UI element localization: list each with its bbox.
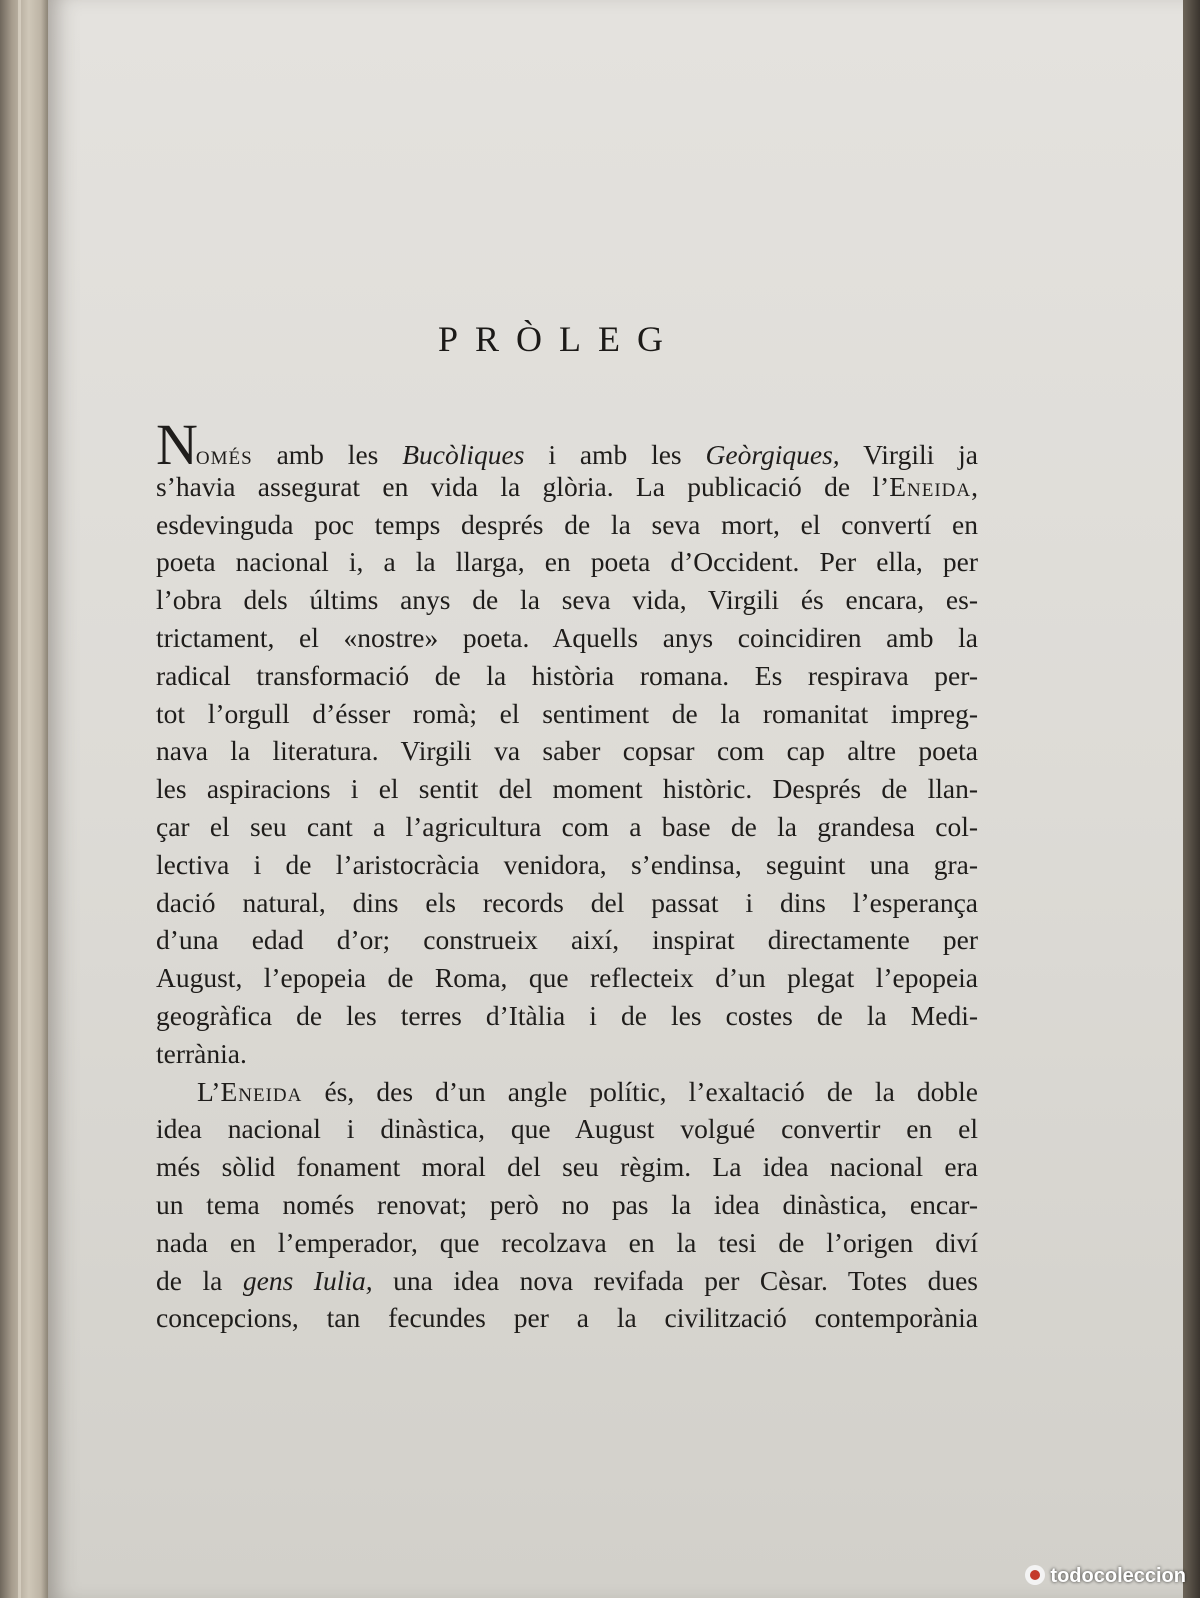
text-run: omés [195, 439, 253, 470]
text-line [156, 770, 978, 808]
book-spine-edge [0, 0, 48, 1598]
text-line [156, 506, 978, 544]
text-line [156, 1148, 978, 1186]
text-line [156, 1186, 978, 1224]
text-run: L’ [197, 1075, 221, 1107]
text-run: és, des d’un angle polític, l’exaltació de la doble [302, 1075, 978, 1107]
text-run: nada en l’emperador, que recolzava en la tesi de l’origen diví [156, 1226, 978, 1258]
text-run: una idea nova revifada per Cèsar. Totes dues [372, 1264, 978, 1296]
todocoleccion-logo-icon [1025, 1565, 1045, 1585]
page-title: PRÒLEG [438, 319, 681, 359]
watermark-text: todocoleccion [1050, 1565, 1186, 1587]
text-line [156, 1299, 978, 1337]
paragraph-1 [156, 412, 978, 1073]
text-run: d’una edad d’or; construeix així, inspirat directamente per [156, 924, 978, 956]
text-run: lectiva i de l’aristocràcia venidora, s’endinsa, seguint una gra- [156, 848, 978, 880]
text-line [156, 997, 978, 1035]
text-run: August, l’epopeia de Roma, que reflecteix d’un plegat l’epopeia [156, 962, 978, 994]
text-run: , [971, 470, 978, 502]
text-run: gens Iulia, [242, 1264, 373, 1296]
text-line [156, 543, 978, 581]
text-run: geogràfica de les terres d’Itàlia i de les costes de la Medi- [156, 999, 978, 1031]
text-run: trictament, el «nostre» poeta. Aquells anys coincidiren amb la [156, 621, 978, 653]
text-line [156, 808, 978, 846]
text-line [156, 1224, 978, 1262]
text-run: amb les [252, 439, 403, 470]
watermark [1025, 1565, 1186, 1588]
text-run: un tema només renovat; però no pas la idea dinàstica, encar- [156, 1188, 978, 1220]
text-line [156, 1073, 978, 1111]
text-line [156, 921, 978, 959]
text-line [156, 412, 978, 477]
text-run: Eneida [889, 470, 972, 502]
text-run: Eneida [220, 1075, 303, 1107]
text-run: Bucòliques [402, 439, 525, 470]
text-run: terrània. [156, 1037, 247, 1069]
text-line [156, 1110, 978, 1148]
text-run: Geòrgiques, [705, 439, 840, 470]
text-run: i amb les [524, 439, 706, 470]
text-run: esdevinguda poc temps després de la seva mort, el convertí en [156, 508, 978, 540]
body-text [156, 412, 978, 1337]
text-run: poeta nacional i, a la llarga, en poeta d’Occident. Per ella, per [156, 546, 978, 578]
text-run: de la [156, 1264, 243, 1296]
text-line [156, 732, 978, 770]
text-run: les aspiracions i el sentit del moment històric. Després de llan- [156, 773, 978, 805]
text-line [156, 695, 978, 733]
text-run: tot l’orgull d’ésser romà; el sentiment de la romanitat impreg- [156, 697, 978, 729]
text-run: s’havia assegurat en vida la glòria. La publicació de l’ [156, 470, 890, 502]
text-line [156, 884, 978, 922]
text-line [156, 581, 978, 619]
text-line [156, 846, 978, 884]
drop-cap: N [156, 412, 196, 477]
text-line [156, 619, 978, 657]
text-run: concepcions, tan fecundes per a la civilització contemporània [156, 1302, 978, 1334]
text-run: nava la literatura. Virgili va saber copsar com cap altre poeta [156, 735, 978, 767]
text-line [156, 959, 978, 997]
text-run: idea nacional i dinàstica, que August volgué convertir en el [156, 1113, 978, 1145]
paragraph-2 [156, 1073, 978, 1338]
text-line [156, 468, 978, 506]
text-line [156, 1262, 978, 1300]
text-line [156, 657, 978, 695]
text-run: més sòlid fonament moral del seu règim. La idea nacional era [156, 1151, 978, 1183]
text-run: Virgili ja [839, 439, 978, 470]
text-run: çar el seu cant a l’agricultura com a base de la grandesa col- [156, 810, 978, 842]
text-run: radical transformació de la història romana. Es respirava per- [156, 659, 978, 691]
page-right-edge [1183, 0, 1200, 1598]
text-line [156, 1035, 978, 1073]
text-run: l’obra dels últims anys de la seva vida, Virgili és encara, es- [156, 584, 978, 616]
text-run: dació natural, dins els records del passat i dins l’esperança [156, 886, 978, 918]
